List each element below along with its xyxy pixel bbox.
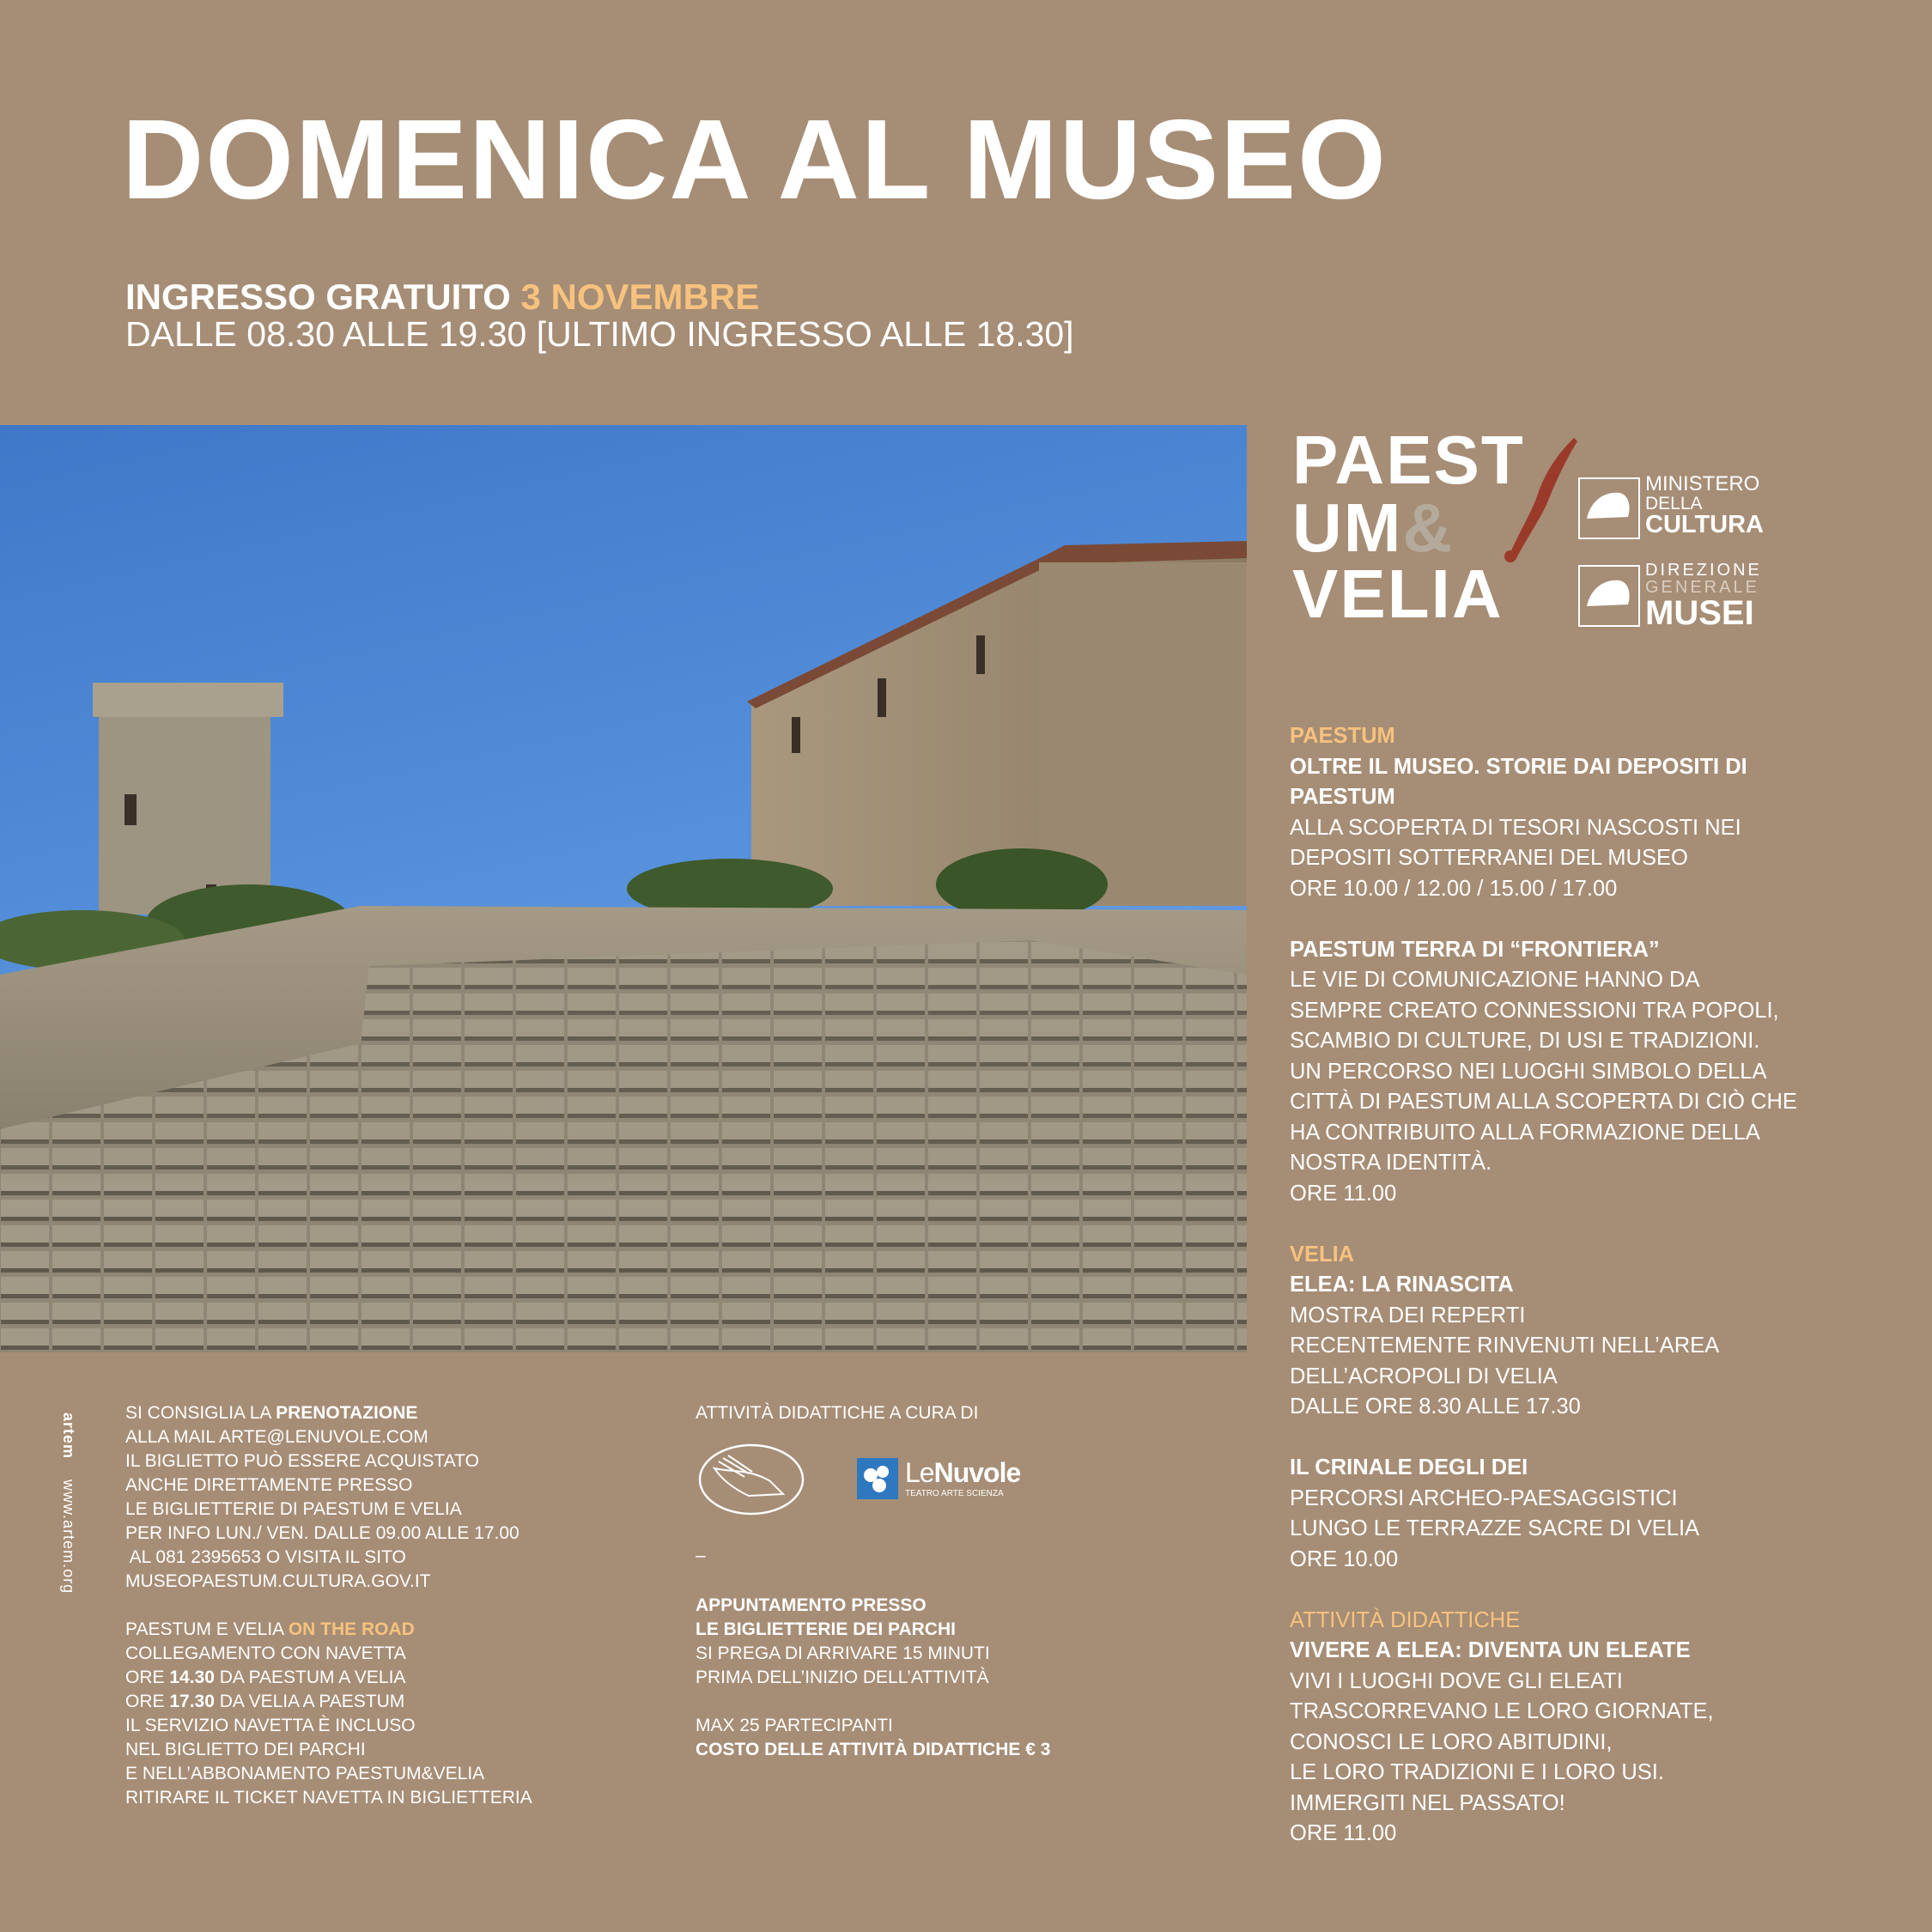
- arrival-line: SI PREGA DI ARRIVARE 15 MINUTI: [696, 1643, 990, 1663]
- entry-line: [125, 276, 759, 318]
- lenuvole-wordmark: LeNuvole: [905, 1457, 1021, 1488]
- event-description: MOSTRA DEI REPERTI: [1290, 1303, 1526, 1327]
- shuttle-line: NEL BIGLIETTO DEI PARCHI: [125, 1740, 366, 1759]
- meeting-line: APPUNTAMENTO PRESSO: [696, 1595, 927, 1615]
- section-heading-velia: VELIA: [1290, 1242, 1355, 1267]
- entry-date: 3 NOVEMBRE: [520, 276, 760, 317]
- lenuvole-logo: [857, 1458, 1029, 1506]
- winged-helmet-icon: [697, 1443, 805, 1516]
- shuttle-heading: PAESTUM E VELIA ON THE ROAD: [125, 1619, 415, 1639]
- meeting-info: [696, 1594, 1176, 1762]
- max-participants: MAX 25 PARTECIPANTI: [696, 1716, 893, 1735]
- booking-line: PER INFO LUN./ VEN. DALLE 09.00 ALLE 17.00: [125, 1523, 519, 1543]
- shuttle-line: RITIRARE IL TICKET NAVETTA IN BIGLIETTERIA: [125, 1788, 532, 1807]
- booking-line: MUSEOPAESTUM.CULTURA.GOV.IT: [125, 1571, 431, 1591]
- event-description: LUNGO LE TERRAZZE SACRE DI VELIA: [1290, 1516, 1700, 1540]
- event-title: PAESTUM: [1290, 785, 1395, 809]
- event-time: ORE 11.00: [1290, 1821, 1397, 1845]
- event-title: OLTRE IL MUSEO. STORIE DAI DEPOSITI DI: [1290, 754, 1747, 779]
- logo-line-2: UM&: [1292, 489, 1455, 566]
- event-description: CONOSCI LE LORO ABITUDINI,: [1290, 1729, 1613, 1754]
- ministero-cultura-logo: MiC MINISTERO DELLA CULTURA: [1578, 474, 1776, 543]
- opening-hours: DALLE 08.30 ALLE 19.30 [ULTIMO INGRESSO ALLE 18.30]: [125, 314, 1074, 354]
- event-description: DELL’ACROPOLI DI VELIA: [1290, 1364, 1558, 1388]
- event-description: LE VIE DI COMUNICAZIONE HANNO DA: [1290, 968, 1700, 992]
- shuttle-line: COLLEGAMENTO CON NAVETTA: [125, 1643, 406, 1663]
- booking-line: ANCHE DIRETTAMENTE PRESSO: [125, 1475, 413, 1495]
- logo-line-3: VELIA: [1292, 556, 1504, 632]
- page-title: DOMENICA AL MUSEO: [122, 96, 1388, 222]
- shuttle-line: IL SERVIZIO NAVETTA È INCLUSO: [125, 1716, 416, 1735]
- shuttle-line: ORE 17.30 DA VELIA A PAESTUM: [125, 1692, 405, 1711]
- event-time: ORE 11.00: [1290, 1181, 1397, 1206]
- diver-figure-icon: [1498, 436, 1580, 565]
- direzione-musei-logo: MiC DIREZIONE GENERALE MUSEI: [1578, 562, 1776, 630]
- separator-dash: –: [696, 1546, 706, 1565]
- event-description: CITTÀ DI PAESTUM ALLA SCOPERTA DI CIÒ CHE: [1290, 1090, 1797, 1114]
- booking-line: ALLA MAIL ARTE@LENUVOLE.COM: [125, 1427, 428, 1447]
- event-description: LE LORO TRADIZIONI E I LORO USI.: [1290, 1760, 1664, 1784]
- arrival-line: PRIMA DELL’INIZIO DELL’ATTIVITÀ: [696, 1668, 989, 1687]
- hermes-logo: [697, 1443, 805, 1516]
- lenuvole-tagline: TEATRO ARTE SCIENZA: [905, 1489, 1004, 1498]
- event-title: VIVERE A ELEA: DIVENTA UN ELEATE: [1290, 1638, 1691, 1662]
- event-description: HA CONTRIBUITO ALLA FORMAZIONE DELLA: [1290, 1120, 1760, 1145]
- booking-line: LE BIGLIETTERIE DI PAESTUM E VELIA: [125, 1499, 462, 1519]
- paestum-velia-logo: [1292, 419, 1576, 634]
- cloud-icon: [857, 1458, 898, 1499]
- event-description: RECENTEMENTE RINVENUTI NELL’AREA: [1290, 1334, 1720, 1358]
- event-description: NOSTRA IDENTITÀ.: [1290, 1151, 1492, 1175]
- shuttle-line: ORE 14.30 DA PAESTUM A VELIA: [125, 1668, 406, 1687]
- logo-line-1: PAEST: [1292, 422, 1525, 498]
- section-heading-paestum: PAESTUM: [1290, 724, 1395, 748]
- event-description: VIVI I LUOGHI DOVE GLI ELEATI: [1290, 1668, 1623, 1693]
- shuttle-line: E NELL’ABBONAMENTO PAESTUM&VELIA: [125, 1764, 485, 1783]
- event-description: PERCORSI ARCHEO-PAESAGGISTICI: [1290, 1485, 1678, 1510]
- event-time: DALLE ORE 8.30 ALLE 17.30: [1290, 1394, 1581, 1419]
- event-description: IMMERGITI NEL PASSATO!: [1290, 1790, 1565, 1815]
- booking-line: SI CONSIGLIA LA PRENOTAZIONE: [125, 1403, 418, 1423]
- entry-label: INGRESSO GRATUITO: [125, 276, 511, 317]
- event-description: ALLA SCOPERTA DI TESORI NASCOSTI NEI: [1290, 815, 1741, 840]
- events-column: [1290, 721, 1822, 1850]
- event-time: ORE 10.00 / 12.00 / 15.00 / 17.00: [1290, 876, 1618, 901]
- section-heading-didattiche: ATTIVITÀ DIDATTICHE: [1290, 1607, 1521, 1632]
- event-description: DEPOSITI SOTTERRANEI DEL MUSEO: [1290, 846, 1688, 870]
- event-description: SCAMBIO DI CULTURE, DI USI E TRADIZIONI.: [1290, 1029, 1760, 1053]
- event-description: SEMPRE CREATO CONNESSIONI TRA POPOLI,: [1290, 998, 1779, 1023]
- booking-line: AL 081 2395653 O VISITA IL SITO: [125, 1547, 406, 1567]
- activity-cost: COSTO DELLE ATTIVITÀ DIDATTICHE € 3: [696, 1740, 1051, 1759]
- velia-photo: [0, 425, 1247, 1352]
- artem-credit: artem www.artem.org: [60, 1413, 77, 1595]
- event-title: IL CRINALE DEGLI DEI: [1290, 1455, 1528, 1479]
- meeting-line: LE BIGLIETTERIE DEI PARCHI: [696, 1619, 956, 1639]
- didactic-heading: ATTIVITÀ DIDATTICHE A CURA DI: [696, 1403, 979, 1423]
- booking-line: IL BIGLIETTO PUÒ ESSERE ACQUISTATO: [125, 1451, 479, 1471]
- event-title: PAESTUM TERRA DI “FRONTIERA”: [1290, 937, 1660, 962]
- event-time: ORE 10.00: [1290, 1546, 1399, 1571]
- event-description: TRASCORREVANO LE LORO GIORNATE,: [1290, 1699, 1714, 1723]
- booking-info: [125, 1401, 641, 1810]
- event-description: UN PERCORSO NEI LUOGHI SIMBOLO DELLA: [1290, 1059, 1767, 1084]
- event-title: ELEA: LA RINASCITA: [1290, 1273, 1514, 1297]
